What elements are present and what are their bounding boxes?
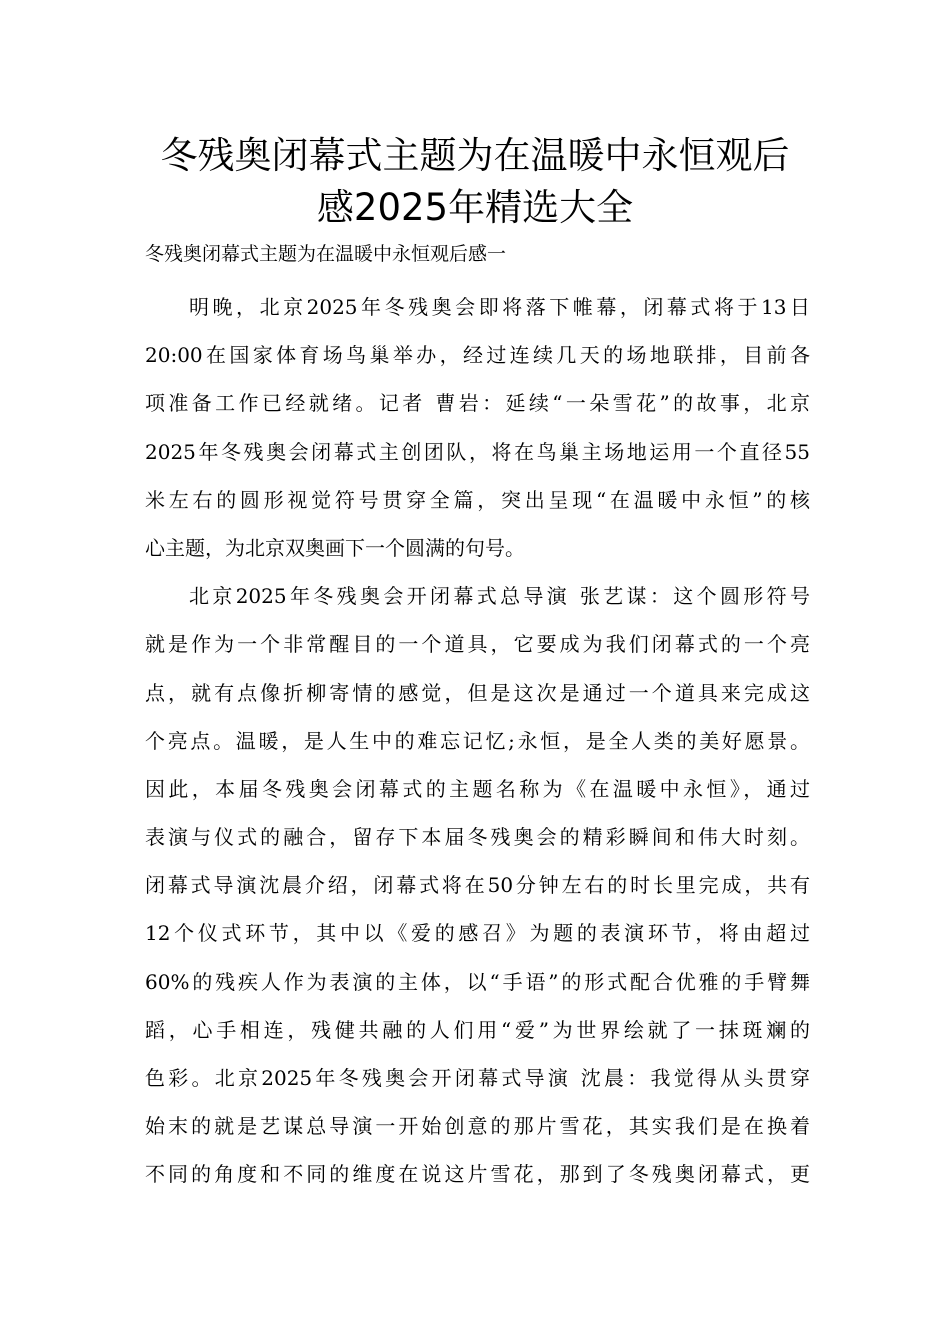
- section-heading: 冬残奥闭幕式主题为在温暖中永恒观后感一: [145, 243, 507, 265]
- text-line: 因此，本届冬残奥会闭幕式的主题名称为《在温暖中永恒》，通过: [145, 776, 810, 801]
- page-title: [140, 130, 810, 234]
- text-line: 表演与仪式的融合，留存下本届冬残奥会的精彩瞬间和伟大时刻。: [145, 825, 810, 850]
- text-line: 60%的残疾人作为表演的主体，以“手语”的形式配合优雅的手臂舞: [145, 969, 810, 994]
- text-line: 蹈，心手相连，残健共融的人们用“爱”为世界绘就了一抹斑斓的: [145, 1017, 810, 1042]
- text-line: 2025年冬残奥会闭幕式主创团队，将在鸟巢主场地运用一个直径55: [145, 439, 810, 464]
- text-line: 米左右的圆形视觉符号贯穿全篇，突出呈现“在温暖中永恒”的核: [145, 487, 810, 512]
- text-line: 不同的角度和不同的维度在说这片雪花，那到了冬残奥闭幕式，更: [145, 1162, 810, 1187]
- text-line: 始末的就是艺谋总导演一开始创意的那片雪花，其实我们是在换着: [145, 1114, 810, 1139]
- text-line: 闭幕式导演沈晨介绍，闭幕式将在50分钟左右的时长里完成，共有: [145, 873, 810, 898]
- title-line-1: 冬残奥闭幕式主题为在温暖中永恒观后: [160, 134, 790, 177]
- text-line: 点，就有点像折柳寄情的感觉，但是这次是通过一个道具来完成这: [145, 680, 810, 705]
- text-line: 明晚，北京2025年冬残奥会即将落下帷幕，闭幕式将于13日: [189, 295, 810, 319]
- document-body: [145, 283, 810, 1199]
- text-line: 色彩。北京2025年冬残奥会开闭幕式导演 沈晨：我觉得从头贯穿: [145, 1066, 810, 1090]
- text-line: 项准备工作已经就绪。记者 曹岩：延续“一朵雪花”的故事，北京: [145, 391, 810, 416]
- text-line: 北京2025年冬残奥会开闭幕式总导演 张艺谋：这个圆形符号: [189, 584, 810, 609]
- text-line: 心主题，为北京双奥画下一个圆满的句号。: [145, 535, 525, 560]
- text-line: 个亮点。温暖，是人生中的难忘记忆;永恒，是全人类的美好愿景。: [145, 728, 810, 753]
- paragraph-1: [145, 283, 810, 572]
- title-line-2: 感2025年精选大全: [316, 186, 634, 229]
- text-line: 20:00在国家体育场鸟巢举办，经过连续几天的场地联排，目前各: [145, 343, 810, 368]
- text-line: 就是作为一个非常醒目的一个道具，它要成为我们闭幕式的一个亮: [145, 632, 810, 657]
- text-line: 12个仪式环节，其中以《爱的感召》为题的表演环节，将由超过: [145, 921, 810, 946]
- paragraph-2: [145, 572, 810, 1198]
